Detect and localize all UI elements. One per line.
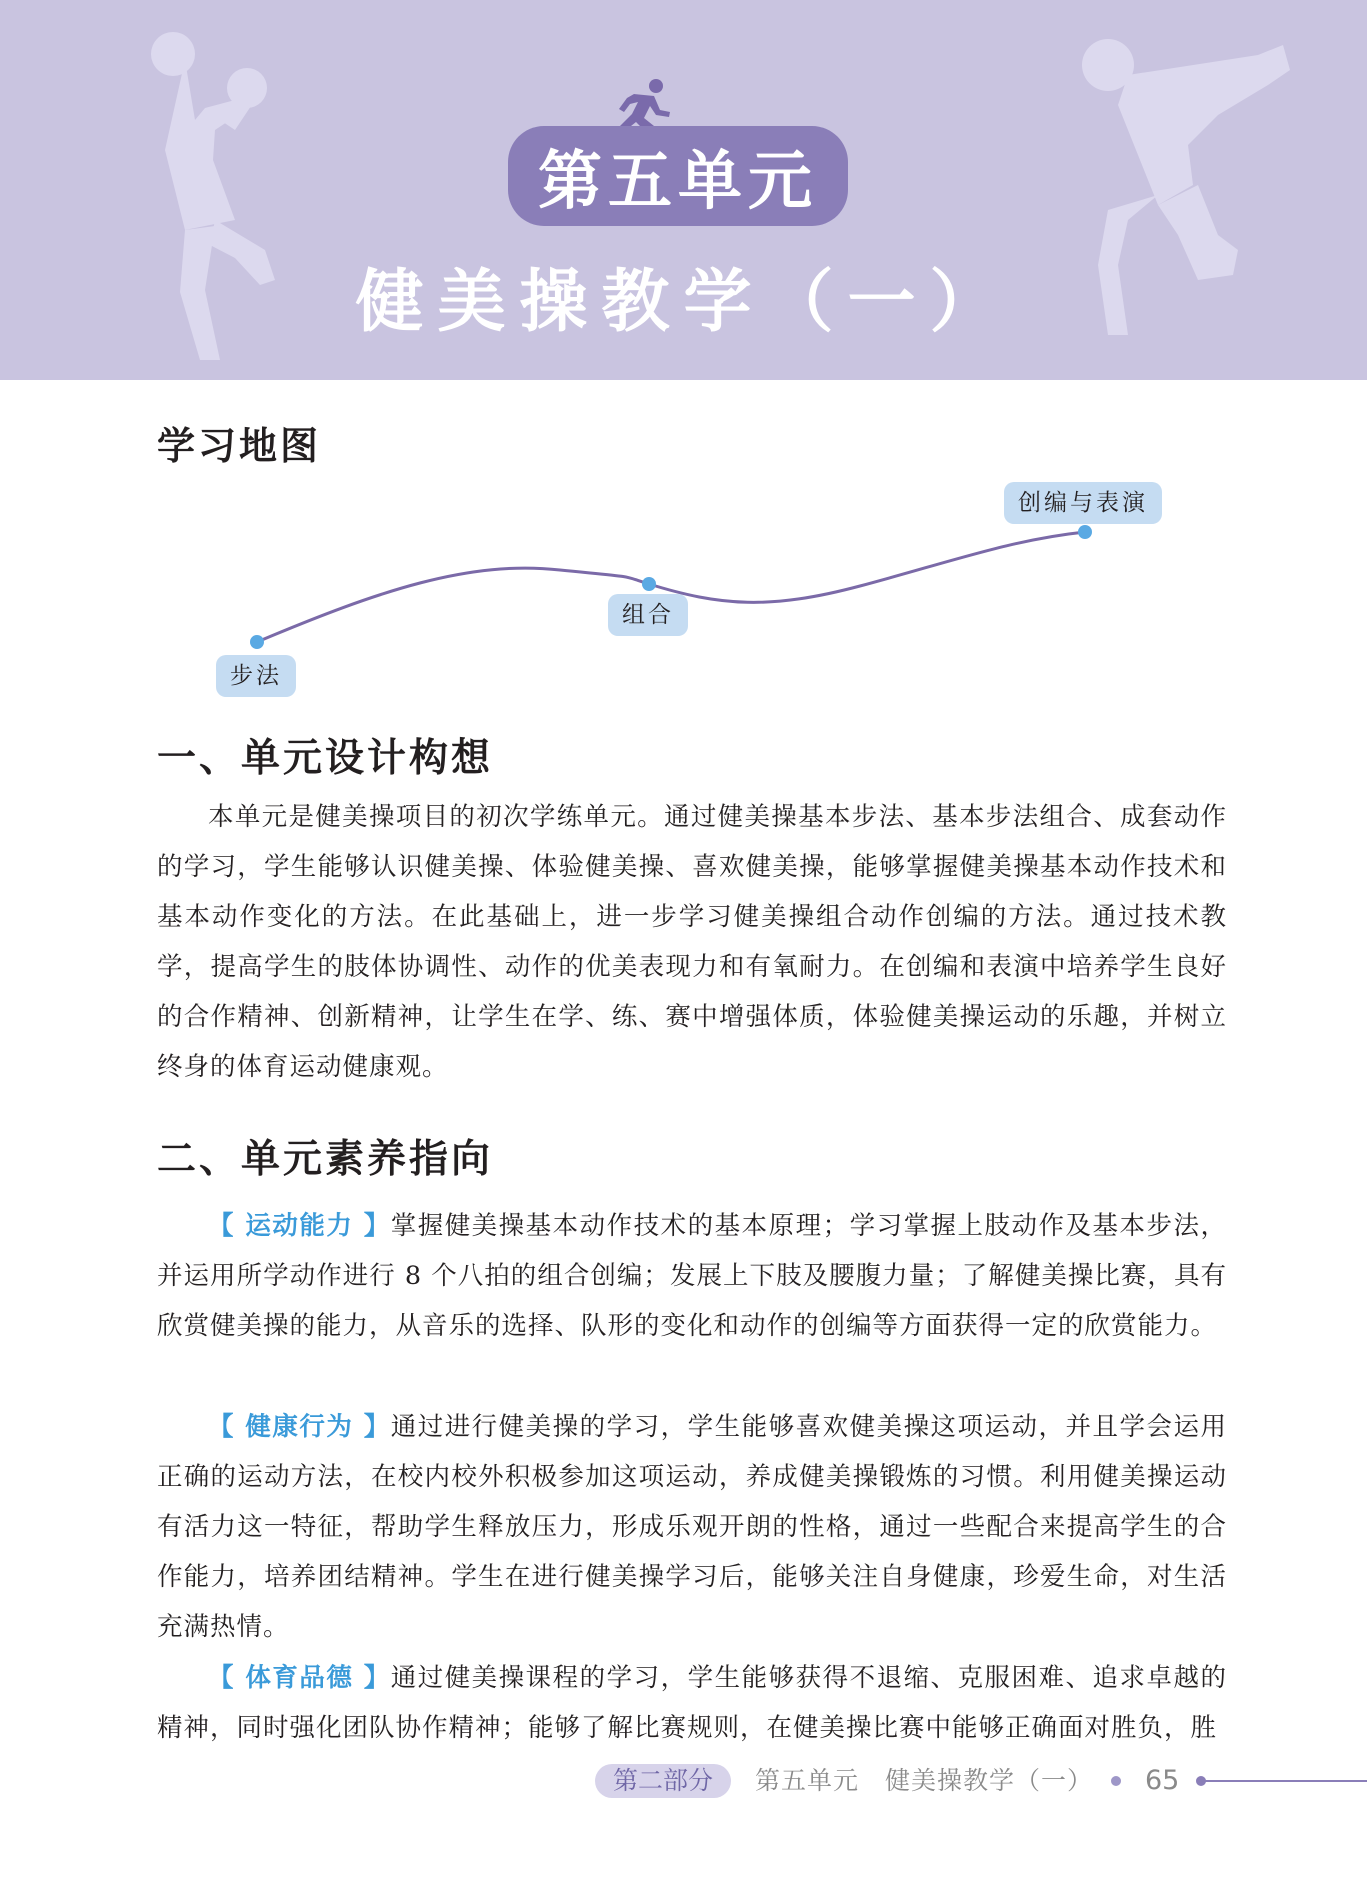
map-stage-label: 创编与表演 <box>1004 482 1162 524</box>
literacy-tag: 【 体育品德 】 <box>208 1663 391 1693</box>
unit-label: 第五单元 <box>538 145 818 219</box>
literacy-text: 通过健美操课程的学习，学生能够获得不退缩、克服困难、追求卓越的精神，同时强化团队协作精神；能够了解比赛规则，在健美操比赛中能够正确面对胜负，胜 <box>157 1663 1227 1743</box>
map-stage-label: 步法 <box>216 655 296 697</box>
footer-dot-icon <box>1111 1776 1121 1786</box>
literacy-tag: 【 运动能力 】 <box>208 1211 391 1241</box>
literacy-item <box>157 1201 1227 1351</box>
unit-banner <box>0 0 1367 380</box>
footer-rule-dot-icon <box>1196 1776 1206 1786</box>
section-heading-literacy: 二、单元素养指向 <box>157 1136 494 1182</box>
literacy-item <box>157 1402 1227 1652</box>
learning-map <box>0 470 1367 710</box>
map-node-1 <box>250 635 264 649</box>
map-stage-label: 组合 <box>608 594 688 636</box>
page-footer <box>595 1762 1367 1802</box>
footer-part-badge: 第二部分 <box>595 1764 731 1798</box>
page-number: 65 <box>1145 1765 1180 1796</box>
literacy-text: 掌握健美操基本动作技术的基本原理；学习掌握上肢动作及基本步法，并运用所学动作进行 8 个八拍的组合创编；发展上下肢及腰腹力量；了解健美操比赛，具有欣赏健美操的能力，从音乐的选择、队形的变化和动作的创编等方面获得一定的欣赏能力。 <box>157 1211 1227 1341</box>
literacy-tag: 【 健康行为 】 <box>208 1412 391 1442</box>
map-node-2 <box>642 577 656 591</box>
map-node-3 <box>1078 525 1092 539</box>
unit-title: 健美操教学（一） <box>355 263 1012 342</box>
literacy-item <box>157 1653 1227 1753</box>
section-design-body: 本单元是健美操项目的初次学练单元。通过健美操基本步法、基本步法组合、成套动作的学习，学生能够认识健美操、体验健美操、喜欢健美操，能够掌握健美操基本动作技术和基本动作变化的方法。在此基础上，进一步学习健美操组合动作创编的方法。通过技术教学，提高学生的肢体协调性、动作的优美表现力和有氧耐力。在创编和表演中培养学生良好的合作精神、创新精神，让学生在学、练、赛中增强体质，体验健美操运动的乐趣，并树立终身的体育运动健康观。 <box>157 802 1227 1082</box>
literacy-text: 通过进行健美操的学习，学生能够喜欢健美操这项运动，并且学会运用正确的运动方法，在校内校外积极参加这项运动，养成健美操锻炼的习惯。利用健美操运动有活力这一特征，帮助学生释放压力，形成乐观开朗的性格，通过一些配合来提高学生的合作能力，培养团结精神。学生在进行健美操学习后，能够关注自身健康，珍爱生命，对生活充满热情。 <box>157 1412 1227 1642</box>
section-heading-design: 一、单元设计构想 <box>157 735 494 781</box>
footer-rule <box>1201 1780 1367 1782</box>
footer-title: 第五单元 健美操教学（一） <box>755 1766 1094 1795</box>
unit-label-pill <box>508 126 848 226</box>
learning-map-heading: 学习地图 <box>157 423 322 468</box>
